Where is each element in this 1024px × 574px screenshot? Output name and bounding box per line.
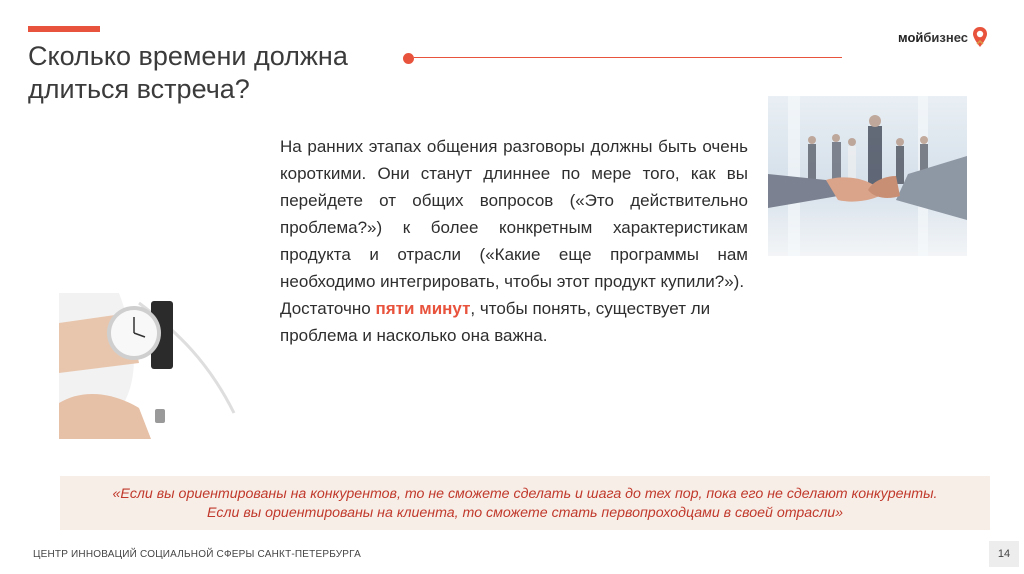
slide-title: Сколько времени должна длиться встреча? bbox=[28, 41, 348, 104]
title-divider-line bbox=[414, 57, 842, 58]
footer-organization: ЦЕНТР ИННОВАЦИЙ СОЦИАЛЬНОЙ СФЕРЫ САНКТ-ПЕТЕРБУРГА bbox=[33, 549, 361, 560]
quote-line-1: «Если вы ориентированы на конкурентов, то не сможете сделать и шага до тех пор, пока его не сделают конкуренты. bbox=[112, 486, 938, 502]
title-accent-bar bbox=[28, 26, 100, 32]
handshake-photo bbox=[768, 96, 967, 256]
body-paragraph: На ранних этапах общения разговоры должны быть очень короткими. Они станут длиннее по мере того, как вы перейдете от общих вопросов («Это действительно проблема?») к более конкретным характеристикам продукта и отрасли («Какие еще программы нам необходимо интегрировать, чтобы этот продукт купили?»). bbox=[280, 137, 748, 291]
wristwatch-photo bbox=[59, 293, 266, 439]
moibiznes-logo bbox=[898, 26, 988, 48]
logo-text: мойбизнес bbox=[898, 29, 969, 45]
location-pin-icon bbox=[972, 26, 988, 48]
page-number: 14 bbox=[989, 541, 1019, 567]
highlight-five-minutes: пяти минут bbox=[375, 299, 471, 318]
title-dot bbox=[403, 53, 414, 64]
quote-box bbox=[60, 476, 990, 530]
quote-line-2: Если вы ориентированы на клиента, то сможете стать первопроходцами в своей отрасли» bbox=[206, 505, 844, 521]
emphasis-paragraph: Достаточно пяти минут, чтобы понять, существует ли проблема и насколько она важна. bbox=[280, 299, 711, 345]
body-text bbox=[280, 133, 748, 349]
